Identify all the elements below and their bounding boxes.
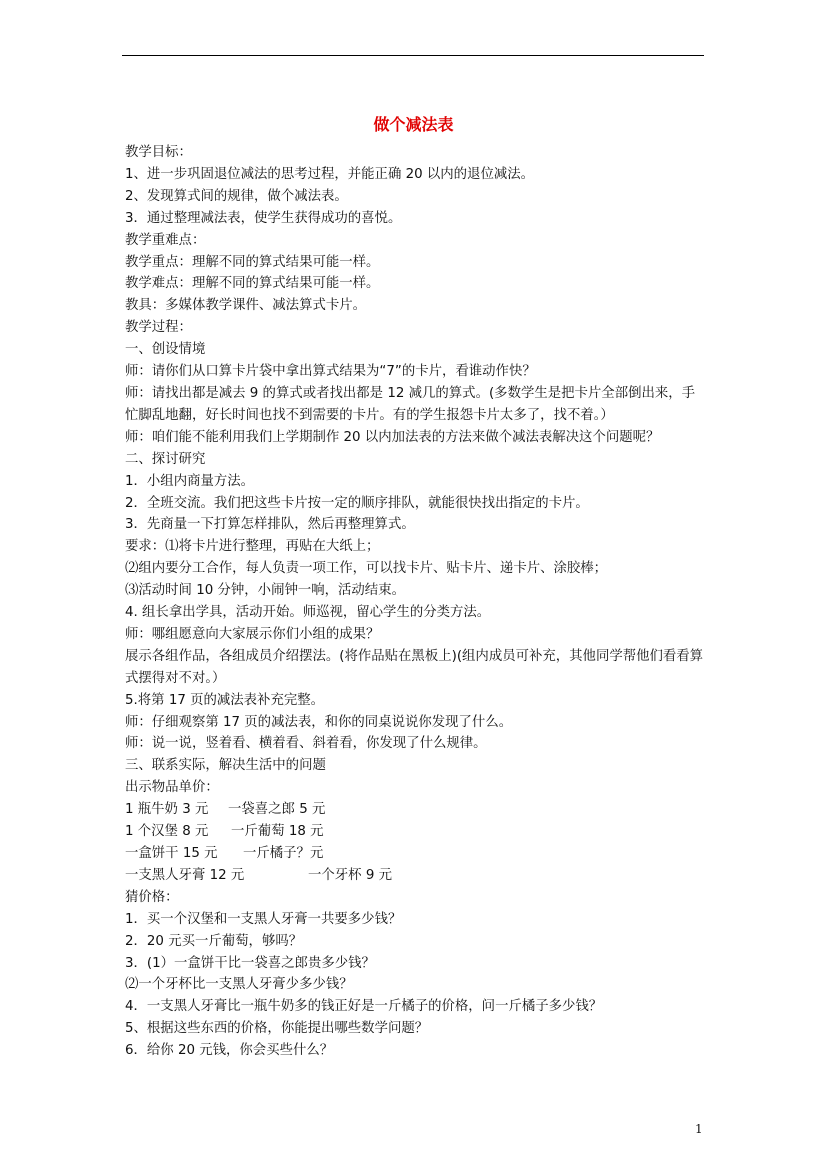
text-line: 要求：⑴将卡片进行整理，再贴在大纸上；	[125, 539, 380, 555]
document-title: 做个减法表	[373, 115, 454, 134]
price-item-right: 一斤葡萄 18 元	[231, 824, 324, 840]
text-line: 出示物品单价：	[125, 780, 219, 796]
text-line: 一、创设情境	[125, 342, 206, 358]
text-line: 师：仔细观察第 17 页的减法表，和你的同桌说说你发现了什么。	[125, 714, 513, 730]
text-line: 2、发现算式间的规律，做个减法表。	[125, 188, 348, 204]
text-line: 4. 组长拿出学具，活动开始。师巡视，留心学生的分类方法。	[125, 605, 491, 621]
text-line: 4．一支黑人牙膏比一瓶牛奶多的钱正好是一斤橘子的价格，问一斤橘子多少钱？	[125, 999, 603, 1015]
text-line: 猜价格：	[125, 889, 179, 905]
price-row	[125, 799, 707, 821]
text-line: 3．通过整理减法表，使学生获得成功的喜悦。	[125, 210, 402, 226]
text-line: 教学目标：	[125, 145, 192, 160]
practice-section	[125, 690, 707, 800]
objectives-section	[125, 142, 707, 383]
text-line: 3．先商量一下打算怎样排队，然后再整理算式。	[125, 517, 415, 533]
price-row	[125, 843, 707, 865]
page-number: 1	[695, 1122, 703, 1136]
text-line: 6．给你 20 元钱，你会买些什么？	[125, 1043, 334, 1059]
text-line: 二、探讨研究	[125, 451, 206, 467]
price-item-left: 一支黑人牙膏 12 元	[125, 867, 245, 883]
price-item-right: 一袋喜之郎 5 元	[228, 802, 326, 818]
questions-section	[125, 887, 707, 1062]
text-line: 2．全班交流。我们把这些卡片按一定的顺序排队，就能很快找出指定的卡片。	[125, 495, 589, 511]
price-list	[125, 799, 707, 887]
text-line: 师：哪组愿意向大家展示你们小组的成果？	[125, 626, 380, 642]
text-line: 1．小组内商量方法。	[125, 473, 255, 489]
paragraph-find-cards: 师：请找出都是减去 9 的算式或者找出都是 12 减几的算式。(多数学生是把卡片全部倒出来，手忙脚乱地翻，好长时间也找不到需要的卡片。有的学生报怨卡片太多了，找不着。）	[125, 385, 696, 423]
text-line: 教学过程：	[125, 320, 192, 336]
text-line: 2．20 元买一斤葡萄，够吗？	[125, 933, 303, 949]
price-item-left: 1 个汉堡 8 元	[125, 824, 209, 840]
text-line: 1．买一个汉堡和一支黑人牙膏一共要多少钱？	[125, 911, 402, 927]
text-line: ⑶活动时间 10 分钟，小闹钟一响，活动结束。	[125, 583, 405, 599]
text-line: 教学重难点：	[125, 232, 206, 248]
text-line: 5、根据这些东西的价格，你能提出哪些数学问题？	[125, 1021, 429, 1037]
text-line: 三、联系实际，解决生活中的问题	[125, 758, 326, 774]
price-row	[125, 865, 707, 887]
text-line: 教学重点：理解不同的算式结果可能一样。	[125, 254, 380, 270]
text-line: 师：咱们能不能利用我们上学期制作 20 以内加法表的方法来做个减法表解决这个问题呢？	[125, 429, 660, 445]
price-item-right: 一斤橘子？元	[243, 846, 324, 861]
price-item-left: 1 瓶牛奶 3 元	[125, 802, 209, 818]
text-line: 5.将第 17 页的减法表补充完整。	[125, 692, 325, 708]
text-line: 1、进一步巩固退位减法的思考过程，并能正确 20 以内的退位减法。	[125, 166, 535, 182]
text-line: 师：请你们从口算卡片袋中拿出算式结果为“7”的卡片，看谁动作快？	[125, 364, 536, 380]
paragraph-show-works: 展示各组作品，各组成员介绍摆法。(将作品贴在黑板上)(组内成员可补充，其他同学帮他们看看算式摆得对不对。）	[125, 648, 704, 686]
price-row	[125, 821, 707, 843]
price-item-left: 一盒饼干 15 元	[125, 846, 218, 861]
text-line: 教具：多媒体教学课件、减法算式卡片。	[125, 298, 367, 314]
text-line: 师：说一说，竖着看、横着看、斜着看，你发现了什么规律。	[125, 736, 487, 752]
document-body	[125, 142, 707, 1062]
text-line: 教学难点：理解不同的算式结果可能一样。	[125, 276, 380, 292]
text-line: ⑵组内要分工合作，每人负责一项工作，可以找卡片、贴卡片、递卡片、涂胶棒；	[125, 561, 608, 577]
header-rule	[122, 55, 704, 56]
text-line: 3．(1）一盒饼干比一袋喜之郎贵多少钱？	[125, 955, 375, 971]
text-line: ⑵一个牙杯比一支黑人牙膏少多少钱？	[125, 977, 353, 993]
price-item-right: 一个牙杯 9 元	[308, 867, 392, 883]
exploration-section	[125, 427, 707, 646]
